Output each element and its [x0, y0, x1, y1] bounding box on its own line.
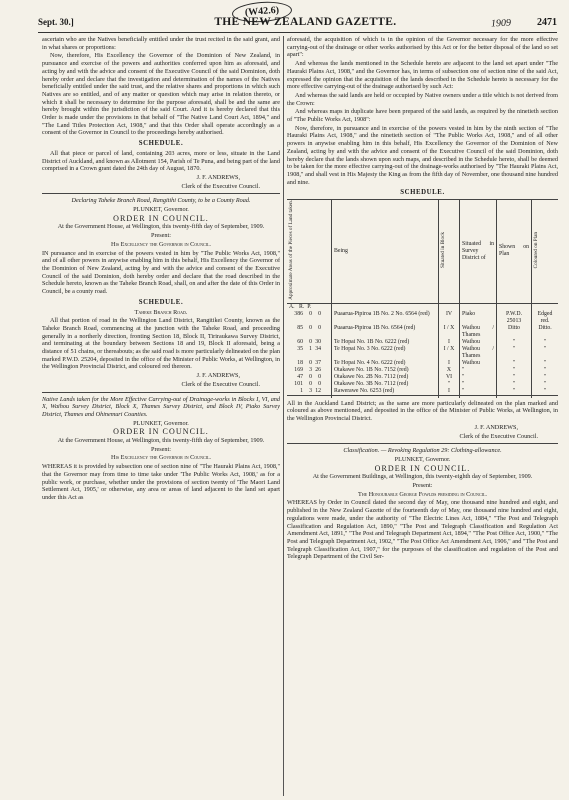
cell-block: X [439, 367, 460, 374]
signature-name: J. F. ANDREWS, [196, 173, 240, 181]
signature-name: J. F. ANDREWS, [196, 372, 240, 380]
cell-colour: " [532, 339, 559, 346]
notice-title: Declaring Taheke Branch Road, Rangitihi County, to be a County Road. [71, 197, 251, 205]
cell-colour: " [532, 346, 559, 360]
table-row [287, 360, 558, 367]
header-page-number: 2471 [537, 17, 557, 28]
schedule-heading: SCHEDULE. [138, 298, 184, 306]
cell-being: Puaarua-Pipiroa 1B No. 6564 (red) [332, 325, 439, 339]
col-header-district: Situated in Survey District of [460, 200, 497, 304]
cell-district: Waihou / Thames [460, 346, 497, 360]
schedule-table [287, 199, 558, 398]
cell-plan: " [497, 381, 532, 388]
table-row [287, 374, 558, 381]
cell-block: " [439, 381, 460, 388]
table-row [287, 388, 558, 396]
cell-colour: " [532, 388, 559, 396]
schedule-text: All that portion of road in the Wellington Land District, Rangitikei County, known as the Taheke Branch Road, commencing at the junction with the Taheke Road, and proceeding generally in a northerly direction, fronting Section 18, Block II, Tiriraukawa Survey District, and terminating at the boundary between Sections 18 and 19, Block II aforesaid, being a distance of 51 chains, or thereabouts; as the said road is more particularly delineated on the plan marked P.W.D. 25204, deposited in the office of the Minister of Public Works, at Wellington, in the Wellington Provincial District, and coloured red thereon. [42, 317, 280, 371]
schedule-heading: SCHEDULE. [138, 140, 184, 148]
handwritten-page-note: 1909 [490, 17, 512, 30]
col-header-area: Approximate Areas of the Pieces of Land taken. [287, 200, 332, 304]
order-place: At the Government House, at Wellington, this twenty-fifth day of September, 1909. [57, 437, 265, 445]
cell-being: Otakawe No. 3B No. 7112 (red) [332, 381, 439, 388]
paragraph: aforesaid, the acquisition of which is in the opinion of the Governor necessary for the more effective carrying-out of the drainage or other works authorised by this Act or for the better disposal of the land so set apart": [287, 36, 558, 59]
notice-title: Classification. — Revoking Regulation 29: Clothing-allowance. [343, 447, 502, 455]
governor-line: PLUNKET, Governor. [394, 455, 451, 463]
order-heading: ORDER IN COUNCIL. [113, 427, 209, 437]
cell-district: " [460, 381, 497, 388]
cell-district: " [460, 388, 497, 396]
order-heading: ORDER IN COUNCIL. [113, 213, 209, 223]
unit-labels: A. R. P. [289, 303, 312, 310]
col-header-being: Being [332, 200, 439, 304]
cell-plan: " [497, 374, 532, 381]
section-rule [42, 392, 280, 393]
cell-plan: " [497, 367, 532, 374]
schedule-text: All that piece or parcel of land, containing 203 acres, more or less, situate in the Land District of Auckland, and known as Allotment 154, Parish of Te Puna, and being part of the land comprised in a Crown grant dated the 24th day of August, 1870. [42, 149, 280, 173]
cell-block: IV [439, 311, 460, 325]
cell-colour: Ditto. [532, 325, 559, 339]
page-header [38, 16, 557, 33]
column-divider [283, 36, 284, 796]
order-place: At the Government Buildings, at Wellington, this twenty-eighth day of September, 1909. [312, 473, 533, 481]
cell-area: 47 0 0 [297, 373, 321, 380]
cell-being: Te Hopai No. 3 No. 6222 (red) [332, 346, 439, 360]
paragraph: And whereas the said lands are held or occupied by Native owners under a title which is not derived from the Crown: [287, 91, 558, 107]
cell-area: 101 0 0 [294, 380, 321, 387]
cell-area: 85 0 0 [297, 324, 321, 331]
right-column [287, 36, 558, 800]
cell-colour: Edged red. [532, 311, 559, 325]
order-present: Present: [412, 482, 433, 490]
cell-being: Puaarua-Pipiroa 1B No. 2 No. 6564 (red) [332, 311, 439, 325]
order-place: At the Government House, at Wellington, this twenty-fifth day of September, 1909. [57, 223, 265, 231]
cell-plan: " [497, 388, 532, 396]
order-heading: ORDER IN COUNCIL. [374, 463, 471, 473]
cell-plan: P.W.D. 25013 [497, 311, 532, 325]
table-row [287, 325, 558, 339]
table-row [287, 381, 558, 388]
notice-title: Native Lands taken for the More Effective Carrying-out of Drainage-works in Blocks I, VI, and X, Waihou Survey District, Block X, Thames Survey District, and Block IV, Piako Survey District, Thames and Ohinemuri Counties. [42, 395, 280, 418]
order-body: WHEREAS by Order in Council dated the second day of May, one thousand nine hundred and eight, and published in the New Zealand Gazette of the fourteenth day of May, one thousand nine hundred and eight, regulations were made, under the authority of "The Electric Lines Act, 1884," "The Post and Telegraph Classification and Regulation Act, 1890," "The Post and Telegraph Classification and Regulation Act Amendment Act, 1891," "The Post and Telegraph Department Act, 1894," "The Post Office Act, 1900," "The Post and Telegraph Department Act, 1902," "The Post Office Act Amendment Act, 1906," and "The Post and Telegraph Classification Act, 1907," for the purposes of the classification and regulation of the Post and Telegraph Department of the Civil Ser- [287, 499, 558, 561]
cell-district: Waihou / Thames [460, 325, 497, 339]
paragraph: And whereas maps in duplicate have been prepared of the said lands, as required by the ninetieth section of "The Public Works Act, 1908": [287, 108, 558, 124]
order-body: WHEREAS it is provided by subsection one of section nine of "The Hauraki Plains Act, 1908," that the Governor may from time to time take under 'The Public Works Act, 1908,' as for a public work, or purchase, whether under the provisions of section twenty of 'The Maori Land Settlement Act, 1905,' or otherwise, any area or areas of land adjacent to the land set apart under this Act as [42, 463, 280, 501]
registry-stamp: (W42.6) [231, 0, 292, 24]
governor-line: PLUNKET, Governor. [133, 419, 189, 427]
governor-line: PLUNKET, Governor. [133, 206, 189, 214]
paragraph: Now, therefore, in pursuance and in exercise of the powers vested in him by the ninth section of "The Hauraki Plains Act, 1908," and the ninetieth section of "The Public Works Act, 1908," and of all other powers in anywise enabling him in this behalf, His Excellency the Governor of the Dominion of New Zealand, acting by and with the advice and consent of the Executive Council of the said Dominion, doth hereby declare that the lands shown upon such maps, and described in the Schedule hereto, shall be deemed to be taken for the more effective carrying-out of the drainage-works authorised by "The Hauraki Plains Act, 1908," and shall vest in His Majesty the King as from the fifth day of November, one thousand nine hundred and nine. [287, 124, 558, 186]
table-row [287, 346, 558, 360]
col-header-block: Situated in Block [439, 200, 460, 304]
order-present: Present: [151, 445, 171, 453]
left-column [42, 36, 280, 800]
cell-area: 169 3 26 [294, 366, 321, 373]
schedule-footer-text: All in the Auckland Land District; as the same are more particularly delineated on the plan marked and coloured as above mentioned, and deposited in the office of the Minister of Public Works, at Wellington, in the Wellington Provincial District. [287, 399, 558, 423]
table-row [287, 311, 558, 325]
cell-being: Rawerawe No. 6253 (red) [332, 388, 439, 396]
cell-area: 60 0 30 [297, 338, 321, 345]
cell-block: I [439, 339, 460, 346]
cell-colour: " [532, 367, 559, 374]
table-row [287, 339, 558, 346]
cell-plan: " [497, 346, 532, 360]
col-header-colour: Coloured on Plan [532, 200, 559, 304]
schedule-heading: SCHEDULE. [400, 189, 445, 197]
cell-plan: " [497, 339, 532, 346]
signature-name: J. F. ANDREWS, [474, 423, 518, 431]
cell-block: I [439, 388, 460, 396]
order-body: IN pursuance and in exercise of the powers vested in him by "The Public Works Act, 1908," and of all other powers in anywise enabling him in this behalf, His Excellency the Governor of the Dominion of New Zealand, acting by and with the advice and consent of the Executive Council of the said Dominion, doth hereby order and declare that the road described in the Schedule hereto, known as the Taheke Branch Road, shall, on and after the date of this Order in Council, be a county road. [42, 249, 280, 296]
order-presiding: His Excellency the Governor in Council. [111, 240, 211, 248]
paragraph: Now, therefore, His Excellency the Governor of the Dominion of New Zealand, in pursuance and exercise of the powers and authorities conferred upon him as aforesaid, and acting by and with the advice and consent of the Executive Council of the said Dominion, doth hereby order and declare that the investigation and determination of the names of the Natives beneficially entitled under the said trust, and the relative shares and proportions in which such Natives are so entitled, and of any matter or question which may arise in relation thereto, or which it shall be necessary to determine for the purpose aforesaid, shall be and the same are hereby brought within the jurisdiction of the said Court. And it is hereby declared that this Order is made under the provisions in that behalf of "The Native Land Court Act, 1894," and "The Land Titles Protection Act, 1908," and that this Order shall operate accordingly as a consent of the Governor in Council to the proceedings hereby authorised. [42, 52, 280, 137]
order-presiding: The Honourable George Fowlds presiding in Council. [358, 490, 487, 498]
cell-being: Te Hopai No. 1B No. 6222 (red) [332, 339, 439, 346]
header-title: THE NEW ZEALAND GAZETTE. [214, 16, 397, 28]
header-date: Sept. 30.] [38, 17, 74, 27]
section-rule [42, 193, 280, 194]
cell-block: I / X [439, 346, 460, 360]
cell-district: Waihou [460, 339, 497, 346]
cell-being: Otakawe No. 2B No. 7112 (red) [332, 374, 439, 381]
cell-district: " [460, 367, 497, 374]
signature-role: Clerk of the Executive Council. [181, 182, 260, 190]
section-rule [287, 443, 558, 444]
cell-district: Piako [460, 311, 497, 325]
cell-block: VI [439, 374, 460, 381]
cell-area: 386 0 0 [294, 310, 321, 317]
paragraph: ascertain who are the Natives beneficially entitled under the trust recited in the said grant, and in what shares or proportions: [42, 36, 280, 51]
cell-block: I [439, 360, 460, 367]
cell-area: 1 3 12 [300, 387, 321, 394]
order-presiding: His Excellency the Governor in Council. [111, 454, 211, 462]
col-header-plan: Shown on Plan [497, 200, 532, 304]
cell-being: Te Hopai No. 4 No. 6222 (red) [332, 360, 439, 367]
table-row [287, 367, 558, 374]
cell-district: Waihou [460, 360, 497, 367]
order-present: Present: [151, 232, 171, 240]
cell-being: Otakawe No. 1B No. 7152 (red) [332, 367, 439, 374]
cell-area: 18 0 37 [297, 359, 321, 366]
cell-plan: " [497, 360, 532, 367]
cell-district: " [460, 374, 497, 381]
cell-block: I / X [439, 325, 460, 339]
cell-colour: " [532, 374, 559, 381]
cell-plan: Ditto [497, 325, 532, 339]
signature-role: Clerk of the Executive Council. [181, 380, 260, 388]
cell-area: 35 1 34 [297, 345, 321, 352]
schedule-subheading: Taheke Branch Road. [134, 308, 188, 316]
cell-colour: " [532, 381, 559, 388]
signature-role: Clerk of the Executive Council. [459, 432, 538, 440]
cell-colour: " [532, 360, 559, 367]
paragraph: And whereas the lands mentioned in the Schedule hereto are adjacent to the land set apart under "The Hauraki Plains Act, 1908," and the Governor has, in terms of subsection one of section nine of the said Act, expressed the opinion that the acquisition of the lands described in the Schedule hereto is necessary for the more effective carrying-out of the drainage authorised by such Act: [287, 60, 558, 91]
